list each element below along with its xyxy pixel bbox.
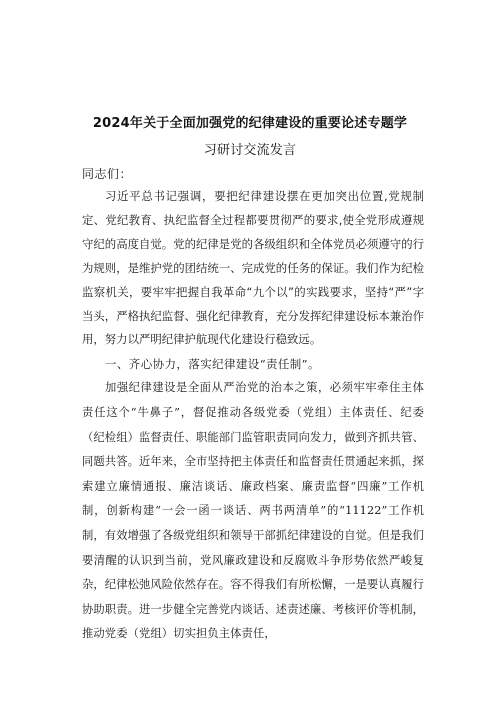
section-heading-1: 一、齐心协力，落实纪律建设“责任制”。	[105, 357, 320, 372]
document-body	[82, 163, 424, 647]
greeting: 同志们：	[82, 167, 133, 181]
document-title-line-2: 习研讨交流发言	[203, 143, 297, 158]
paragraph-section-1: 加强纪律建设是全面从严治党的治本之策，必须牢牢牵住主体责任这个“牛鼻子”，督促推动各级党委（党组）主体责任、纪委（纪检组）监督责任、职能部门监管职责同向发力，做到齐抓共管、同题共答。近年来，全市坚持把主体责任和监督责任贯通起来抓，探索建立廉情通报、廉洁谈话、廉政档案、廉责监督“四廉”工作机制，创新构建“一会一函一谈话、两书两清单”的“11122”工作机制，有效增强了各级党组织和领导干部抓纪律建设的自觉。但是我们要清醒的认识到当前，党风廉政建设和反腐败斗争形势依然严峻复杂，纪律松弛风险依然存在。容不得我们有所松懈，一是要认真履行协助职责。进一步健全完善党内谈话、述责述廉、考核评价等机制，推动党委（党组）切实担负主体责任，	[82, 381, 424, 641]
paragraph-intro: 习近平总书记强调，要把纪律建设摆在更加突出位置,党规制定、党纪教育、执纪监督全过程都要贯彻严的要求,使全党形成遵规守纪的高度自觉。党的纪律是党的各级组织和全体党员必须遵守的行为规则，是维护党的团结统一、完成党的任务的保证。我们作为纪检监察机关，要牢牢把握自我革命“九个以”的实践要求，坚持“严”字当头，严格执纪监督、强化纪律教育，充分发挥纪律建设标本兼治作用，努力以严明纪律护航现代化建设行稳致远。	[82, 189, 424, 347]
document-title-line-1: 2024年关于全面加强党的纪律建设的重要论述专题学	[92, 116, 408, 131]
